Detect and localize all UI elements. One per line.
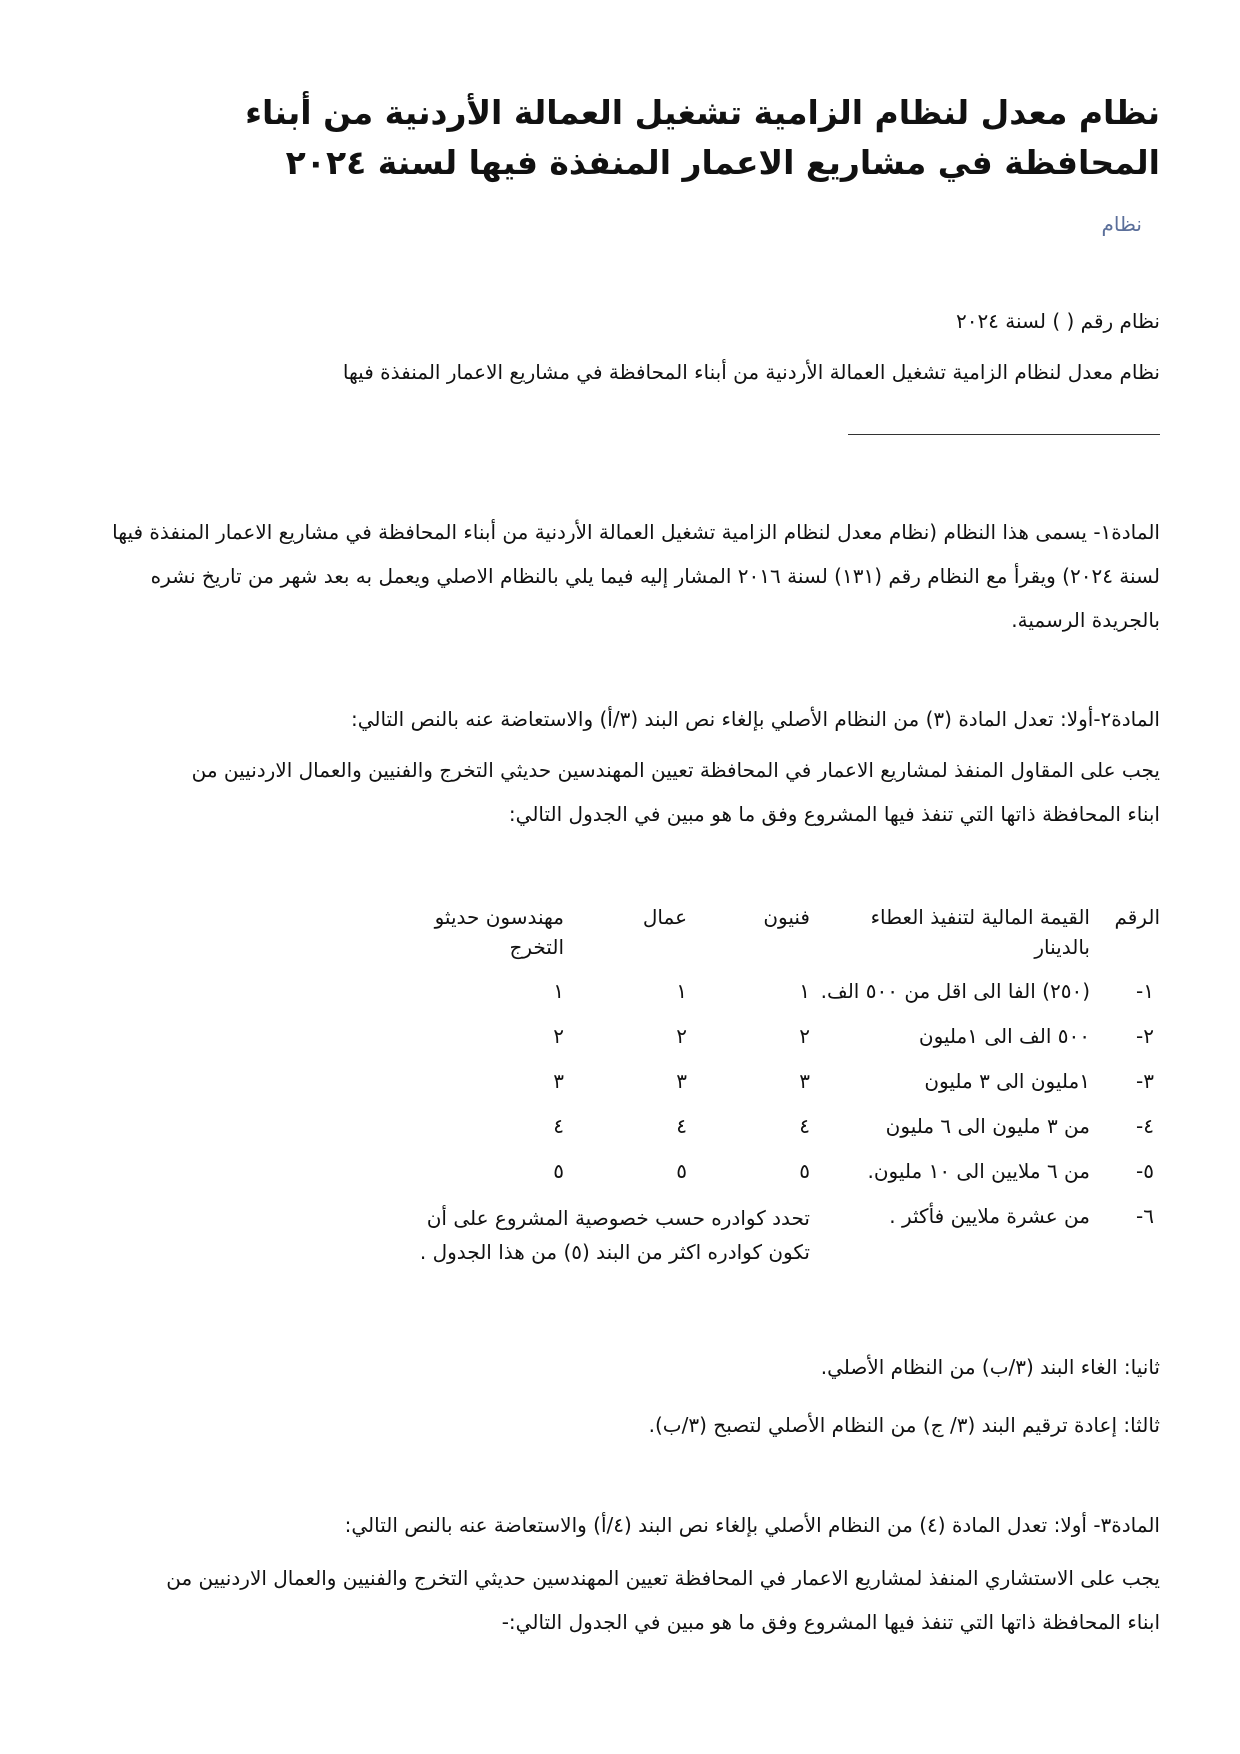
row-value: من عشرة ملايين فأكثر . — [889, 1204, 1090, 1228]
row-staffing-note: تحدد كوادره حسب خصوصية المشروع على أن تكون كوادره اكثر من البند (٥) من هذا الجدول . — [419, 1206, 810, 1264]
row-workers: ٣ — [676, 1069, 687, 1093]
row-number: ٦- — [1136, 1204, 1154, 1228]
article-2-text: يجب على المقاول المنفذ لمشاريع الاعمار في المحافظة تعيين المهندسين حديثي التخرج والفنيين والعمال الاردنيين من ابناء المحافظة ذاتها التي تنفذ فيها المشروع وفق ما هو مبين في الجدول التالي: — [191, 758, 1160, 826]
row-engineers: ١ — [553, 979, 564, 1003]
article-1: المادة١- يسمى هذا النظام (نظام معدل لنظام الزامية تشغيل العمالة الأردنية من أبناء المحافظة في مشاريع الاعمار المنفذة فيها لسنة ٢٠٢٤) ويقرأ مع النظام رقم (١٣١) لسنة ٢٠١٦ المشار إليه فيما يلي بالنظام الاصلي ويعمل به بعد شهر من تاريخ نشره بالجريدة الرسمية. — [112, 520, 1160, 632]
row-technicians: ١ — [799, 979, 810, 1003]
table-row — [406, 1111, 1160, 1156]
table-header-row — [406, 902, 1160, 976]
article-2-intro: المادة٢-أولا: تعدل المادة (٣) من النظام الأصلي بإلغاء نص البند (٣/أ) والاستعاضة عنه بالنص التالي: — [350, 707, 1160, 731]
row-technicians: ٣ — [799, 1069, 810, 1093]
row-workers: ٢ — [676, 1024, 687, 1048]
row-value: ١مليون الى ٣ مليون — [924, 1069, 1090, 1093]
row-value: ٥٠٠ الف الى ١مليون — [918, 1024, 1090, 1048]
row-workers: ٤ — [676, 1114, 687, 1138]
row-engineers: ٥ — [553, 1159, 564, 1183]
table-row-last — [406, 1201, 1160, 1269]
row-technicians: ٢ — [799, 1024, 810, 1048]
row-value: من ٣ مليون الى ٦ مليون — [885, 1114, 1090, 1138]
row-technicians: ٤ — [799, 1114, 810, 1138]
row-engineers: ٤ — [553, 1114, 564, 1138]
article-3-intro: المادة٣- أولا: تعدل المادة (٤) من النظام الأصلي بإلغاء نص البند (٤/أ) والاستعاضة عنه بالنص التالي: — [344, 1513, 1160, 1537]
article-3-text: يجب على الاستشاري المنفذ لمشاريع الاعمار في المحافظة تعيين المهندسين حديثي التخرج والفنيين والعمال الاردنيين من ابناء المحافظة ذاتها التي تنفذ فيها المشروع وفق ما هو مبين في الجدول التالي:- — [166, 1566, 1160, 1634]
row-engineers: ٢ — [553, 1024, 564, 1048]
row-number: ٤- — [1136, 1114, 1154, 1138]
row-workers: ١ — [676, 979, 687, 1003]
regulation-number: نظام رقم ( ) لسنة ٢٠٢٤ — [955, 309, 1160, 333]
table-row — [406, 1021, 1160, 1066]
regulation-subtitle: نظام معدل لنظام الزامية تشغيل العمالة الأردنية من أبناء المحافظة في مشاريع الاعمار المنفذة فيها — [342, 360, 1160, 384]
table-row — [406, 1156, 1160, 1201]
item-second: ثانيا: الغاء البند (٣/ب) من النظام الأصلي. — [820, 1355, 1160, 1379]
header-value: القيمة المالية لتنفيذ العطاء بالدينار — [870, 905, 1090, 959]
table-row — [406, 1066, 1160, 1111]
document-title: نظام معدل لنظام الزامية تشغيل العمالة الأردنية من أبناء المحافظة في مشاريع الاعمار المنفذة فيها لسنة ٢٠٢٤ — [245, 93, 1160, 182]
separator-line — [848, 434, 1160, 435]
staffing-table — [406, 902, 1160, 1269]
row-number: ٣- — [1136, 1069, 1154, 1093]
item-third: ثالثا: إعادة ترقيم البند (٣/ ج) من النظام الأصلي لتصبح (٣/ب). — [648, 1413, 1160, 1437]
header-workers: عمال — [642, 905, 687, 929]
header-number: الرقم — [1114, 905, 1160, 929]
header-technicians: فنيون — [763, 905, 810, 929]
row-value: (٢٥٠) الفا الى اقل من ٥٠٠ الف. — [820, 979, 1090, 1003]
row-engineers: ٣ — [553, 1069, 564, 1093]
row-workers: ٥ — [676, 1159, 687, 1183]
category-link[interactable]: نظام — [1101, 212, 1142, 236]
row-number: ٥- — [1136, 1159, 1154, 1183]
row-value: من ٦ ملايين الى ١٠ مليون. — [867, 1159, 1090, 1183]
header-engineers: مهندسون حديثو التخرج — [434, 905, 564, 959]
row-number: ٢- — [1136, 1024, 1154, 1048]
row-technicians: ٥ — [799, 1159, 810, 1183]
row-number: ١- — [1136, 979, 1154, 1003]
table-row — [406, 976, 1160, 1021]
